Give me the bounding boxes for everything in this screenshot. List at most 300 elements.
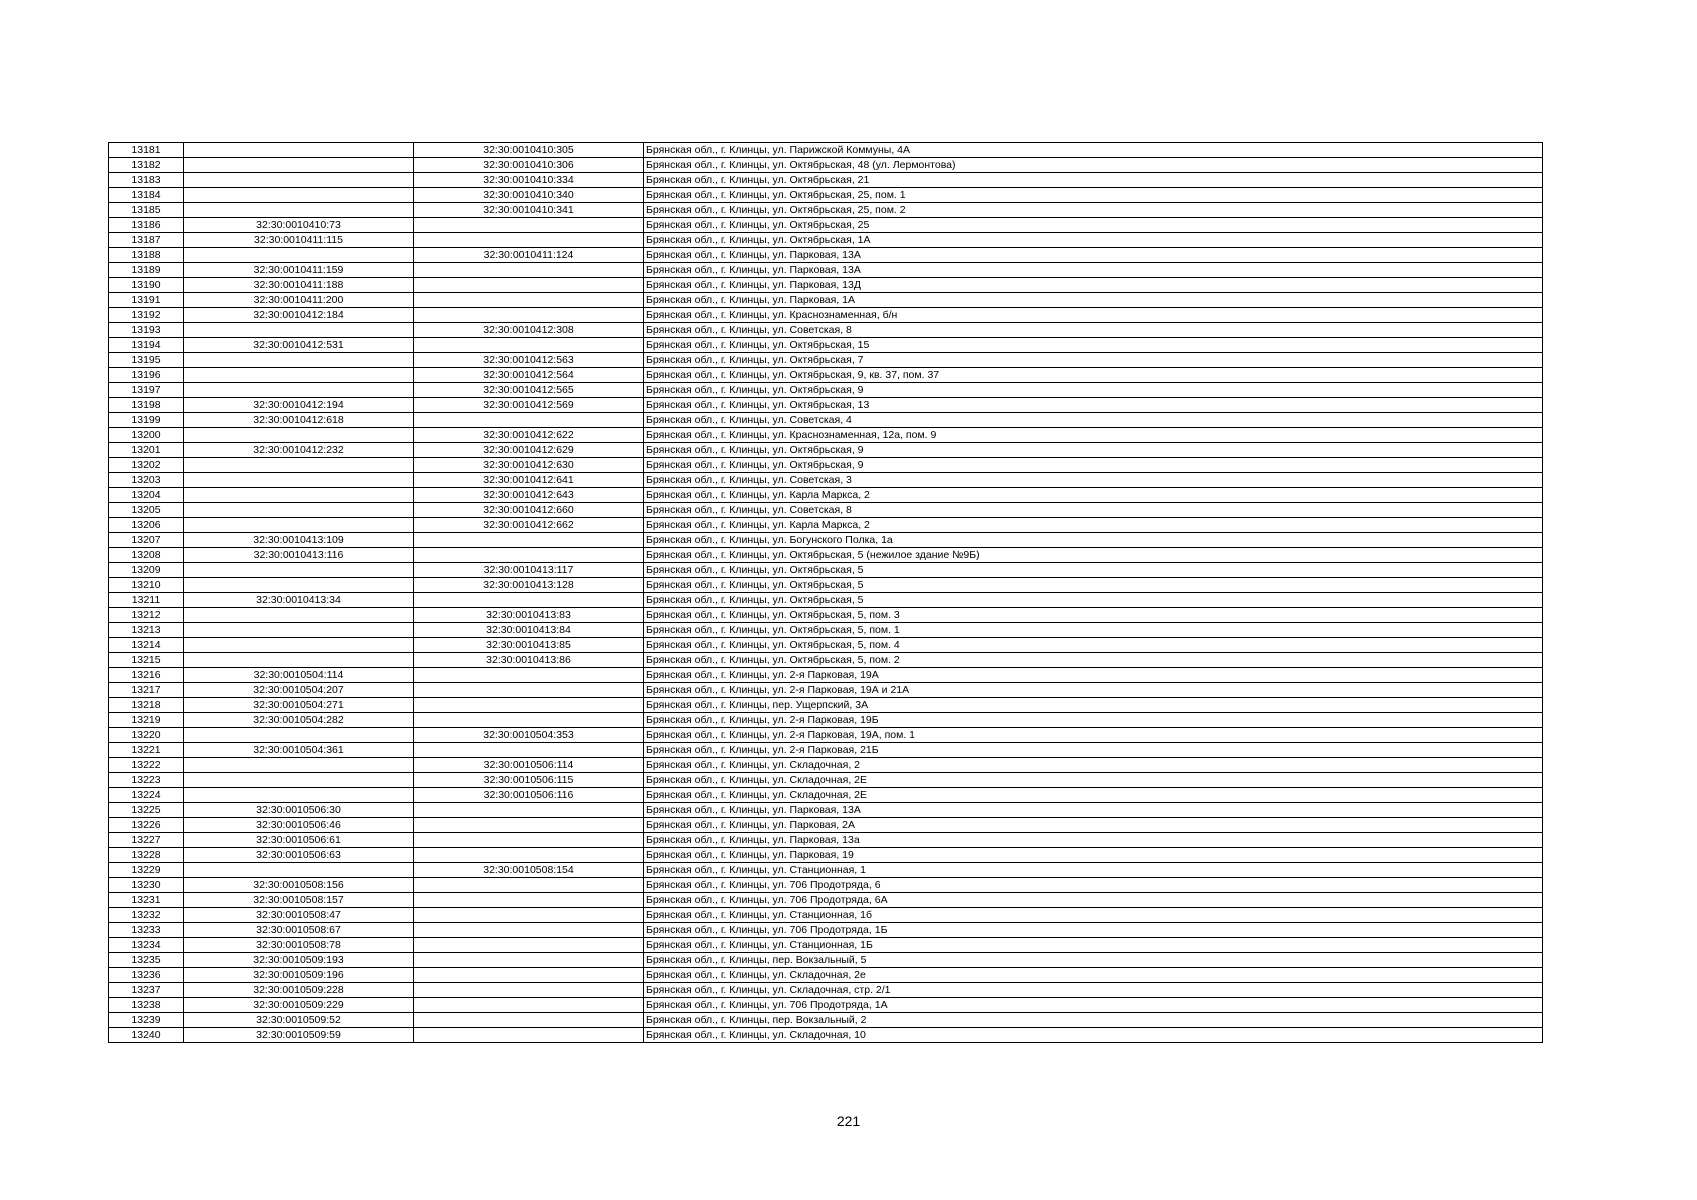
land-cadastral-number-cell: 32:30:0010412:618: [184, 413, 414, 428]
row-number-cell: 13240: [109, 1028, 184, 1043]
table-row: [109, 263, 1543, 278]
row-number-cell: 13211: [109, 593, 184, 608]
address-cell: Брянская обл., г. Клинцы, ул. Октябрьская, 5, пом. 1: [644, 623, 1543, 638]
land-cadastral-number-cell: [184, 173, 414, 188]
row-number-cell: 13200: [109, 428, 184, 443]
row-number-cell: 13220: [109, 728, 184, 743]
table-row: [109, 968, 1543, 983]
building-cadastral-number-cell: [414, 548, 644, 563]
building-cadastral-number-cell: [414, 593, 644, 608]
address-cell: Брянская обл., г. Клинцы, ул. Парковая, 1А: [644, 293, 1543, 308]
address-cell: Брянская обл., г. Клинцы, ул. Октябрьская, 5, пом. 2: [644, 653, 1543, 668]
building-cadastral-number-cell: 32:30:0010508:154: [414, 863, 644, 878]
row-number-cell: 13185: [109, 203, 184, 218]
address-cell: Брянская обл., г. Клинцы, ул. Складочная, 2Е: [644, 788, 1543, 803]
land-cadastral-number-cell: 32:30:0010504:361: [184, 743, 414, 758]
row-number-cell: 13204: [109, 488, 184, 503]
row-number-cell: 13217: [109, 683, 184, 698]
registry-table: [108, 142, 1543, 1043]
address-cell: Брянская обл., г. Клинцы, ул. Станционная, 1: [644, 863, 1543, 878]
row-number-cell: 13184: [109, 188, 184, 203]
building-cadastral-number-cell: [414, 743, 644, 758]
land-cadastral-number-cell: [184, 428, 414, 443]
table-row: [109, 173, 1543, 188]
row-number-cell: 13230: [109, 878, 184, 893]
address-cell: Брянская обл., г. Клинцы, ул. Складочная, 2Е: [644, 773, 1543, 788]
building-cadastral-number-cell: 32:30:0010506:115: [414, 773, 644, 788]
building-cadastral-number-cell: [414, 413, 644, 428]
table-row: [109, 713, 1543, 728]
table-row: [109, 743, 1543, 758]
land-cadastral-number-cell: 32:30:0010509:52: [184, 1013, 414, 1028]
address-cell: Брянская обл., г. Клинцы, ул. Октябрьская, 5: [644, 578, 1543, 593]
table-row: [109, 803, 1543, 818]
address-cell: Брянская обл., г. Клинцы, ул. Октябрьская, 21: [644, 173, 1543, 188]
address-cell: Брянская обл., г. Клинцы, ул. Складочная, стр. 2/1: [644, 983, 1543, 998]
table-row: [109, 608, 1543, 623]
table-row: [109, 863, 1543, 878]
address-cell: Брянская обл., г. Клинцы, ул. Октябрьская, 5: [644, 593, 1543, 608]
row-number-cell: 13188: [109, 248, 184, 263]
row-number-cell: 13225: [109, 803, 184, 818]
address-cell: Брянская обл., г. Клинцы, ул. Октябрьская, 9, кв. 37, пом. 37: [644, 368, 1543, 383]
land-cadastral-number-cell: [184, 473, 414, 488]
table-row: [109, 293, 1543, 308]
land-cadastral-number-cell: 32:30:0010509:228: [184, 983, 414, 998]
land-cadastral-number-cell: 32:30:0010413:109: [184, 533, 414, 548]
land-cadastral-number-cell: 32:30:0010504:207: [184, 683, 414, 698]
row-number-cell: 13231: [109, 893, 184, 908]
table-row: [109, 443, 1543, 458]
land-cadastral-number-cell: [184, 623, 414, 638]
building-cadastral-number-cell: 32:30:0010413:86: [414, 653, 644, 668]
address-cell: Брянская обл., г. Клинцы, ул. Станционная, 1Б: [644, 938, 1543, 953]
address-cell: Брянская обл., г. Клинцы, ул. 706 Продотряда, 1Б: [644, 923, 1543, 938]
address-cell: Брянская обл., г. Клинцы, ул. Октябрьская, 9: [644, 443, 1543, 458]
land-cadastral-number-cell: [184, 458, 414, 473]
address-cell: Брянская обл., г. Клинцы, ул. Советская, 3: [644, 473, 1543, 488]
address-cell: Брянская обл., г. Клинцы, ул. Парковая, 2А: [644, 818, 1543, 833]
land-cadastral-number-cell: 32:30:0010413:116: [184, 548, 414, 563]
land-cadastral-number-cell: [184, 503, 414, 518]
building-cadastral-number-cell: [414, 533, 644, 548]
table-row: [109, 923, 1543, 938]
address-cell: Брянская обл., г. Клинцы, ул. Парковая, 19: [644, 848, 1543, 863]
building-cadastral-number-cell: 32:30:0010504:353: [414, 728, 644, 743]
land-cadastral-number-cell: 32:30:0010509:193: [184, 953, 414, 968]
row-number-cell: 13218: [109, 698, 184, 713]
table-row: [109, 158, 1543, 173]
row-number-cell: 13194: [109, 338, 184, 353]
row-number-cell: 13212: [109, 608, 184, 623]
row-number-cell: 13219: [109, 713, 184, 728]
address-cell: Брянская обл., г. Клинцы, ул. Парковая, 13А: [644, 803, 1543, 818]
land-cadastral-number-cell: 32:30:0010506:61: [184, 833, 414, 848]
row-number-cell: 13228: [109, 848, 184, 863]
land-cadastral-number-cell: [184, 203, 414, 218]
address-cell: Брянская обл., г. Клинцы, ул. Карла Маркса, 2: [644, 488, 1543, 503]
land-cadastral-number-cell: [184, 728, 414, 743]
address-cell: Брянская обл., г. Клинцы, ул. Октябрьская, 1А: [644, 233, 1543, 248]
address-cell: Брянская обл., г. Клинцы, ул. 2-я Парковая, 19А и 21А: [644, 683, 1543, 698]
row-number-cell: 13197: [109, 383, 184, 398]
address-cell: Брянская обл., г. Клинцы, ул. 2-я Парковая, 19Б: [644, 713, 1543, 728]
land-cadastral-number-cell: [184, 608, 414, 623]
table-row: [109, 953, 1543, 968]
building-cadastral-number-cell: 32:30:0010410:306: [414, 158, 644, 173]
building-cadastral-number-cell: 32:30:0010506:116: [414, 788, 644, 803]
row-number-cell: 13203: [109, 473, 184, 488]
table-row: [109, 143, 1543, 158]
land-cadastral-number-cell: 32:30:0010508:156: [184, 878, 414, 893]
land-cadastral-number-cell: 32:30:0010506:63: [184, 848, 414, 863]
land-cadastral-number-cell: 32:30:0010412:194: [184, 398, 414, 413]
land-cadastral-number-cell: 32:30:0010412:232: [184, 443, 414, 458]
table-row: [109, 998, 1543, 1013]
building-cadastral-number-cell: [414, 713, 644, 728]
address-cell: Брянская обл., г. Клинцы, ул. Октябрьская, 13: [644, 398, 1543, 413]
table-row: [109, 308, 1543, 323]
table-row: [109, 908, 1543, 923]
row-number-cell: 13237: [109, 983, 184, 998]
building-cadastral-number-cell: 32:30:0010412:564: [414, 368, 644, 383]
table-row: [109, 533, 1543, 548]
land-cadastral-number-cell: 32:30:0010411:159: [184, 263, 414, 278]
address-cell: Брянская обл., г. Клинцы, ул. Октябрьская, 5, пом. 4: [644, 638, 1543, 653]
row-number-cell: 13229: [109, 863, 184, 878]
building-cadastral-number-cell: [414, 848, 644, 863]
row-number-cell: 13196: [109, 368, 184, 383]
land-cadastral-number-cell: [184, 773, 414, 788]
row-number-cell: 13233: [109, 923, 184, 938]
row-number-cell: 13216: [109, 668, 184, 683]
address-cell: Брянская обл., г. Клинцы, ул. Октябрьская, 25, пом. 2: [644, 203, 1543, 218]
address-cell: Брянская обл., г. Клинцы, ул. Октябрьская, 5 (нежилое здание №9Б): [644, 548, 1543, 563]
table-row: [109, 773, 1543, 788]
building-cadastral-number-cell: [414, 1013, 644, 1028]
row-number-cell: 13187: [109, 233, 184, 248]
row-number-cell: 13226: [109, 818, 184, 833]
row-number-cell: 13195: [109, 353, 184, 368]
row-number-cell: 13201: [109, 443, 184, 458]
address-cell: Брянская обл., г. Клинцы, ул. Октябрьская, 7: [644, 353, 1543, 368]
table-row: [109, 893, 1543, 908]
land-cadastral-number-cell: [184, 158, 414, 173]
table-row: [109, 683, 1543, 698]
land-cadastral-number-cell: [184, 368, 414, 383]
land-cadastral-number-cell: 32:30:0010508:157: [184, 893, 414, 908]
row-number-cell: 13213: [109, 623, 184, 638]
building-cadastral-number-cell: [414, 938, 644, 953]
table-row: [109, 338, 1543, 353]
land-cadastral-number-cell: [184, 638, 414, 653]
table-row: [109, 428, 1543, 443]
row-number-cell: 13183: [109, 173, 184, 188]
table-row: [109, 398, 1543, 413]
land-cadastral-number-cell: [184, 788, 414, 803]
land-cadastral-number-cell: 32:30:0010412:184: [184, 308, 414, 323]
building-cadastral-number-cell: [414, 953, 644, 968]
building-cadastral-number-cell: 32:30:0010506:114: [414, 758, 644, 773]
row-number-cell: 13205: [109, 503, 184, 518]
address-cell: Брянская обл., г. Клинцы, ул. Парковая, 13А: [644, 263, 1543, 278]
table-row: [109, 983, 1543, 998]
building-cadastral-number-cell: [414, 998, 644, 1013]
building-cadastral-number-cell: [414, 818, 644, 833]
table-row: [109, 848, 1543, 863]
table-row: [109, 623, 1543, 638]
address-cell: Брянская обл., г. Клинцы, ул. Складочная, 2е: [644, 968, 1543, 983]
table-row: [109, 788, 1543, 803]
building-cadastral-number-cell: [414, 908, 644, 923]
row-number-cell: 13224: [109, 788, 184, 803]
land-cadastral-number-cell: 32:30:0010508:67: [184, 923, 414, 938]
row-number-cell: 13227: [109, 833, 184, 848]
building-cadastral-number-cell: 32:30:0010412:565: [414, 383, 644, 398]
address-cell: Брянская обл., г. Клинцы, ул. 706 Продотряда, 6А: [644, 893, 1543, 908]
address-cell: Брянская обл., г. Клинцы, ул. Октябрьская, 9: [644, 383, 1543, 398]
land-cadastral-number-cell: [184, 563, 414, 578]
table-row: [109, 668, 1543, 683]
table-row: [109, 488, 1543, 503]
land-cadastral-number-cell: 32:30:0010508:78: [184, 938, 414, 953]
land-cadastral-number-cell: [184, 653, 414, 668]
row-number-cell: 13182: [109, 158, 184, 173]
building-cadastral-number-cell: 32:30:0010413:117: [414, 563, 644, 578]
address-cell: Брянская обл., г. Клинцы, ул. 706 Продотряда, 1А: [644, 998, 1543, 1013]
land-cadastral-number-cell: [184, 353, 414, 368]
address-cell: Брянская обл., г. Клинцы, ул. Парковая, 13А: [644, 248, 1543, 263]
table-row: [109, 353, 1543, 368]
building-cadastral-number-cell: [414, 893, 644, 908]
building-cadastral-number-cell: 32:30:0010412:643: [414, 488, 644, 503]
land-cadastral-number-cell: 32:30:0010411:115: [184, 233, 414, 248]
address-cell: Брянская обл., г. Клинцы, ул. Складочная, 10: [644, 1028, 1543, 1043]
row-number-cell: 13189: [109, 263, 184, 278]
land-cadastral-number-cell: 32:30:0010411:200: [184, 293, 414, 308]
address-cell: Брянская обл., г. Клинцы, ул. Октябрьская, 25: [644, 218, 1543, 233]
building-cadastral-number-cell: [414, 983, 644, 998]
table-row: [109, 218, 1543, 233]
address-cell: Брянская обл., г. Клинцы, ул. Октябрьская, 9: [644, 458, 1543, 473]
table-row: [109, 638, 1543, 653]
building-cadastral-number-cell: 32:30:0010410:340: [414, 188, 644, 203]
building-cadastral-number-cell: 32:30:0010413:83: [414, 608, 644, 623]
address-cell: Брянская обл., г. Клинцы, ул. Парижской Коммуны, 4А: [644, 143, 1543, 158]
table-row: [109, 818, 1543, 833]
table-row: [109, 758, 1543, 773]
address-cell: Брянская обл., г. Клинцы, ул. Советская, 8: [644, 323, 1543, 338]
land-cadastral-number-cell: [184, 248, 414, 263]
table-row: [109, 653, 1543, 668]
table-row: [109, 548, 1543, 563]
building-cadastral-number-cell: 32:30:0010413:84: [414, 623, 644, 638]
row-number-cell: 13210: [109, 578, 184, 593]
row-number-cell: 13214: [109, 638, 184, 653]
building-cadastral-number-cell: [414, 683, 644, 698]
building-cadastral-number-cell: 32:30:0010411:124: [414, 248, 644, 263]
table-row: [109, 1013, 1543, 1028]
table-row: [109, 728, 1543, 743]
table-row: [109, 203, 1543, 218]
building-cadastral-number-cell: [414, 878, 644, 893]
table-row: [109, 563, 1543, 578]
table-row: [109, 503, 1543, 518]
address-cell: Брянская обл., г. Клинцы, ул. Станционная, 1б: [644, 908, 1543, 923]
row-number-cell: 13206: [109, 518, 184, 533]
address-cell: Брянская обл., г. Клинцы, ул. Октябрьская, 15: [644, 338, 1543, 353]
building-cadastral-number-cell: 32:30:0010412:569: [414, 398, 644, 413]
address-cell: Брянская обл., г. Клинцы, пер. Вокзальный, 5: [644, 953, 1543, 968]
land-cadastral-number-cell: 32:30:0010412:531: [184, 338, 414, 353]
building-cadastral-number-cell: 32:30:0010412:630: [414, 458, 644, 473]
row-number-cell: 13198: [109, 398, 184, 413]
land-cadastral-number-cell: [184, 188, 414, 203]
address-cell: Брянская обл., г. Клинцы, ул. 2-я Парковая, 21Б: [644, 743, 1543, 758]
row-number-cell: 13186: [109, 218, 184, 233]
table-row: [109, 878, 1543, 893]
land-cadastral-number-cell: 32:30:0010506:46: [184, 818, 414, 833]
building-cadastral-number-cell: 32:30:0010412:563: [414, 353, 644, 368]
address-cell: Брянская обл., г. Клинцы, ул. Карла Маркса, 2: [644, 518, 1543, 533]
table-row: [109, 323, 1543, 338]
address-cell: Брянская обл., г. Клинцы, ул. Октябрьская, 48 (ул. Лермонтова): [644, 158, 1543, 173]
row-number-cell: 13238: [109, 998, 184, 1013]
building-cadastral-number-cell: [414, 263, 644, 278]
row-number-cell: 13190: [109, 278, 184, 293]
table-row: [109, 413, 1543, 428]
address-cell: Брянская обл., г. Клинцы, ул. Октябрьская, 25, пом. 1: [644, 188, 1543, 203]
table-row: [109, 1028, 1543, 1043]
table-row: [109, 473, 1543, 488]
row-number-cell: 13235: [109, 953, 184, 968]
building-cadastral-number-cell: 32:30:0010412:308: [414, 323, 644, 338]
row-number-cell: 13223: [109, 773, 184, 788]
table-row: [109, 518, 1543, 533]
address-cell: Брянская обл., г. Клинцы, ул. 706 Продотряда, 6: [644, 878, 1543, 893]
building-cadastral-number-cell: [414, 1028, 644, 1043]
land-cadastral-number-cell: [184, 578, 414, 593]
address-cell: Брянская обл., г. Клинцы, ул. Октябрьская, 5: [644, 563, 1543, 578]
row-number-cell: 13215: [109, 653, 184, 668]
land-cadastral-number-cell: 32:30:0010506:30: [184, 803, 414, 818]
address-cell: Брянская обл., г. Клинцы, пер. Ущерпский, 3А: [644, 698, 1543, 713]
row-number-cell: 13209: [109, 563, 184, 578]
building-cadastral-number-cell: 32:30:0010410:341: [414, 203, 644, 218]
land-cadastral-number-cell: 32:30:0010509:59: [184, 1028, 414, 1043]
building-cadastral-number-cell: [414, 803, 644, 818]
land-cadastral-number-cell: 32:30:0010504:114: [184, 668, 414, 683]
table-row: [109, 248, 1543, 263]
land-cadastral-number-cell: [184, 863, 414, 878]
building-cadastral-number-cell: [414, 968, 644, 983]
building-cadastral-number-cell: 32:30:0010412:629: [414, 443, 644, 458]
building-cadastral-number-cell: [414, 233, 644, 248]
table-row: [109, 578, 1543, 593]
land-cadastral-number-cell: 32:30:0010508:47: [184, 908, 414, 923]
address-cell: Брянская обл., г. Клинцы, ул. Парковая, 13а: [644, 833, 1543, 848]
building-cadastral-number-cell: [414, 833, 644, 848]
row-number-cell: 13191: [109, 293, 184, 308]
table-row: [109, 383, 1543, 398]
building-cadastral-number-cell: 32:30:0010410:305: [414, 143, 644, 158]
row-number-cell: 13202: [109, 458, 184, 473]
row-number-cell: 13234: [109, 938, 184, 953]
table-row: [109, 698, 1543, 713]
row-number-cell: 13222: [109, 758, 184, 773]
building-cadastral-number-cell: [414, 293, 644, 308]
row-number-cell: 13208: [109, 548, 184, 563]
address-cell: Брянская обл., г. Клинцы, ул. Складочная, 2: [644, 758, 1543, 773]
address-cell: Брянская обл., г. Клинцы, пер. Вокзальный, 2: [644, 1013, 1543, 1028]
table-row: [109, 233, 1543, 248]
row-number-cell: 13221: [109, 743, 184, 758]
building-cadastral-number-cell: 32:30:0010412:660: [414, 503, 644, 518]
building-cadastral-number-cell: 32:30:0010412:662: [414, 518, 644, 533]
building-cadastral-number-cell: 32:30:0010413:128: [414, 578, 644, 593]
table-row: [109, 458, 1543, 473]
land-cadastral-number-cell: [184, 488, 414, 503]
land-cadastral-number-cell: 32:30:0010410:73: [184, 218, 414, 233]
building-cadastral-number-cell: [414, 668, 644, 683]
table-row: [109, 368, 1543, 383]
row-number-cell: 13199: [109, 413, 184, 428]
land-cadastral-number-cell: [184, 758, 414, 773]
row-number-cell: 13193: [109, 323, 184, 338]
land-cadastral-number-cell: [184, 518, 414, 533]
row-number-cell: 13236: [109, 968, 184, 983]
table-row: [109, 833, 1543, 848]
building-cadastral-number-cell: [414, 698, 644, 713]
address-cell: Брянская обл., г. Клинцы, ул. 2-я Парковая, 19А, пом. 1: [644, 728, 1543, 743]
building-cadastral-number-cell: 32:30:0010412:622: [414, 428, 644, 443]
table-row: [109, 938, 1543, 953]
building-cadastral-number-cell: 32:30:0010413:85: [414, 638, 644, 653]
table-row: [109, 188, 1543, 203]
table-row: [109, 593, 1543, 608]
row-number-cell: 13239: [109, 1013, 184, 1028]
row-number-cell: 13181: [109, 143, 184, 158]
address-cell: Брянская обл., г. Клинцы, ул. Богунского Полка, 1а: [644, 533, 1543, 548]
land-cadastral-number-cell: [184, 143, 414, 158]
building-cadastral-number-cell: 32:30:0010410:334: [414, 173, 644, 188]
address-cell: Брянская обл., г. Клинцы, ул. Краснознаменная, 12а, пом. 9: [644, 428, 1543, 443]
address-cell: Брянская обл., г. Клинцы, ул. Парковая, 13Д: [644, 278, 1543, 293]
land-cadastral-number-cell: 32:30:0010413:34: [184, 593, 414, 608]
building-cadastral-number-cell: [414, 338, 644, 353]
row-number-cell: 13192: [109, 308, 184, 323]
address-cell: Брянская обл., г. Клинцы, ул. Октябрьская, 5, пом. 3: [644, 608, 1543, 623]
row-number-cell: 13207: [109, 533, 184, 548]
land-cadastral-number-cell: [184, 323, 414, 338]
land-cadastral-number-cell: 32:30:0010411:188: [184, 278, 414, 293]
row-number-cell: 13232: [109, 908, 184, 923]
building-cadastral-number-cell: [414, 308, 644, 323]
building-cadastral-number-cell: [414, 923, 644, 938]
address-cell: Брянская обл., г. Клинцы, ул. Краснознаменная, б/н: [644, 308, 1543, 323]
land-cadastral-number-cell: 32:30:0010504:282: [184, 713, 414, 728]
land-cadastral-number-cell: [184, 383, 414, 398]
address-cell: Брянская обл., г. Клинцы, ул. Советская, 4: [644, 413, 1543, 428]
address-cell: Брянская обл., г. Клинцы, ул. 2-я Парковая, 19А: [644, 668, 1543, 683]
land-cadastral-number-cell: 32:30:0010509:229: [184, 998, 414, 1013]
building-cadastral-number-cell: [414, 218, 644, 233]
building-cadastral-number-cell: 32:30:0010412:641: [414, 473, 644, 488]
land-cadastral-number-cell: 32:30:0010509:196: [184, 968, 414, 983]
table-row: [109, 278, 1543, 293]
page-number: 221: [836, 1113, 861, 1129]
registry-table-body: [109, 143, 1543, 1043]
